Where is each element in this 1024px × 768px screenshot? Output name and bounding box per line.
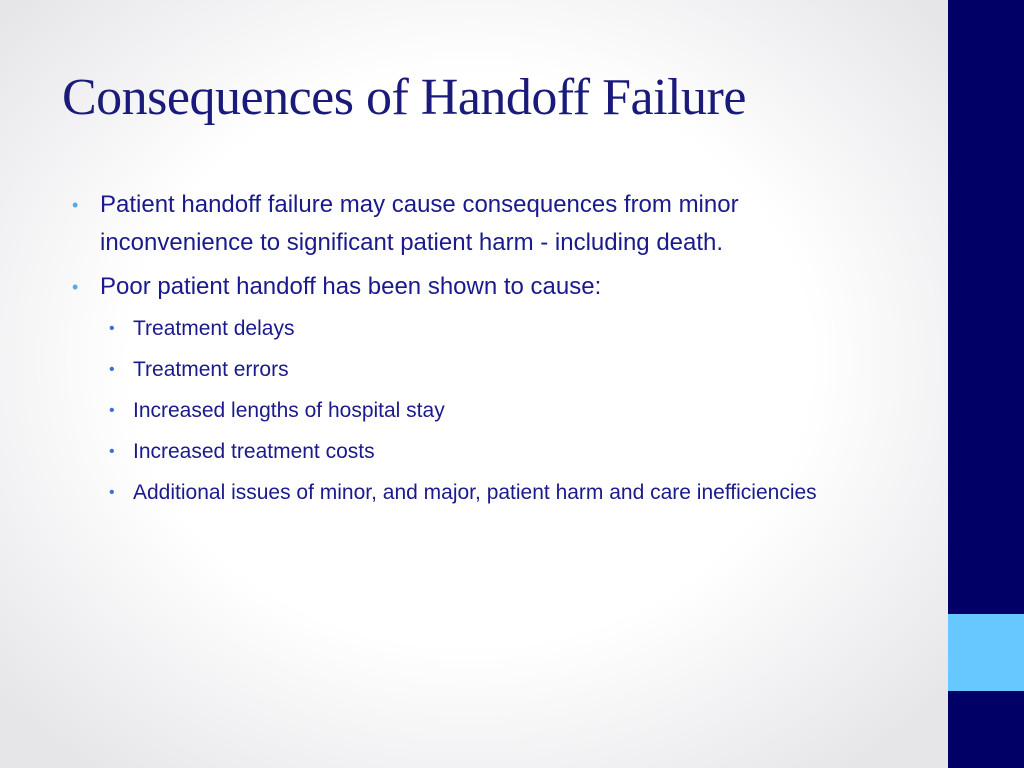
sub-bullet-dot-icon: • [109,443,115,460]
sub-bullet-item [72,353,872,386]
sub-bullet-text: Additional issues of minor, and major, patient harm and care inefficiencies [133,481,817,504]
sub-bullet-text: Increased treatment costs [133,440,375,463]
sub-bullet-item [72,312,872,345]
sub-bullet-item [72,476,872,509]
side-bar-accent [948,614,1024,691]
sub-bullet-dot-icon: • [109,361,115,378]
sub-bullet-item [72,435,872,468]
sub-bullet-text: Increased lengths of hospital stay [133,399,445,422]
sub-bullet-text: Treatment delays [133,317,295,340]
sub-bullet-dot-icon: • [109,484,115,501]
sub-bullet-item [72,394,872,427]
bullet-item [72,268,872,306]
bullet-dot-icon: • [72,277,79,297]
sub-bullet-dot-icon: • [109,320,115,337]
bullet-dot-icon: • [72,195,79,215]
bullet-text: Poor patient handoff has been shown to cause: [100,273,602,300]
slide-title: Consequences of Handoff Failure [62,69,746,126]
sub-bullet-text: Treatment errors [133,358,289,381]
sub-bullet-dot-icon: • [109,402,115,419]
bullet-text: Patient handoff failure may cause consequences from minor inconvenience to significant patient harm - including death. [100,191,739,256]
bullet-list [72,186,872,517]
bullet-item [72,186,872,262]
side-bar [948,0,1024,768]
